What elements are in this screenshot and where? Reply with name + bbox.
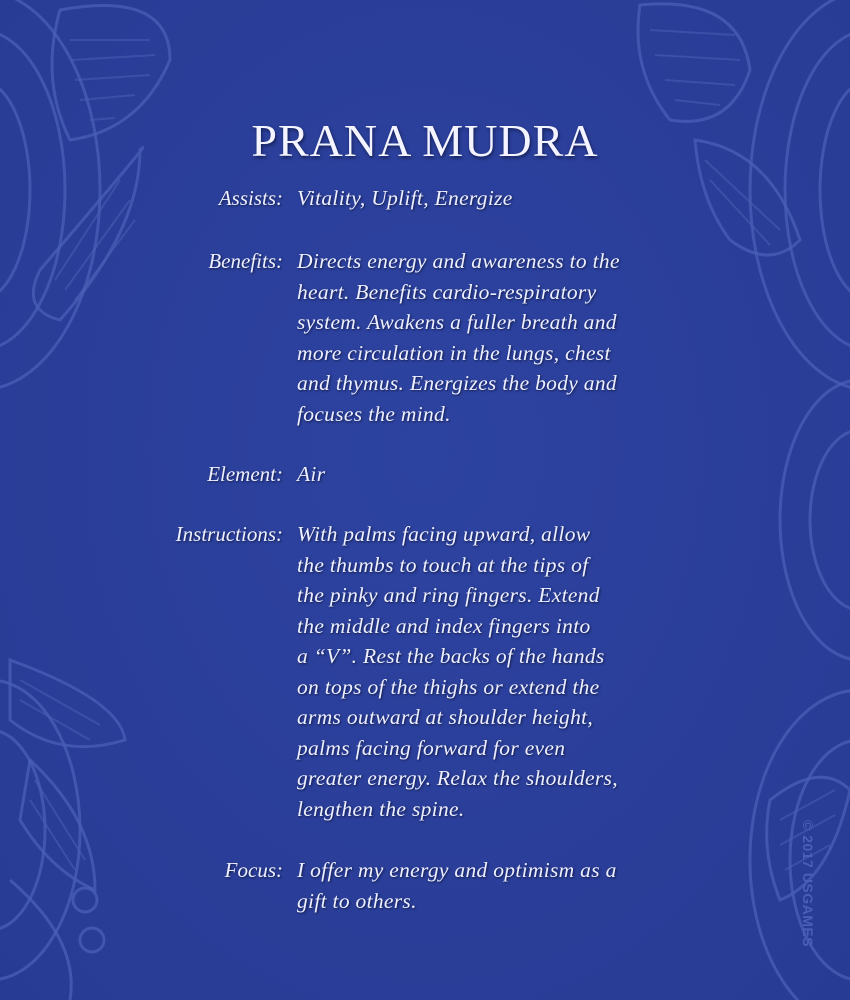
value-line: With palms facing upward, allow bbox=[297, 522, 591, 546]
value-line: lengthen the spine. bbox=[297, 796, 465, 821]
value-line: more circulation in the lungs, chest bbox=[297, 340, 611, 365]
field-label: Assists: bbox=[218, 186, 283, 210]
field-value bbox=[297, 183, 767, 214]
value-line: I offer my energy and optimism as a bbox=[297, 858, 617, 882]
value-line: on tops of the thighs or extend the bbox=[297, 674, 600, 699]
field-label: Focus: bbox=[224, 858, 283, 882]
card-title: PRANA MUDRA bbox=[251, 115, 599, 166]
value-line: palms facing forward for even bbox=[297, 735, 566, 760]
field-label: Element: bbox=[207, 462, 283, 486]
value-line: the thumbs to touch at the tips of bbox=[297, 552, 589, 577]
value-line: the pinky and ring fingers. Extend bbox=[297, 583, 600, 607]
value-line: a “V”. Rest the backs of the hands bbox=[297, 644, 605, 668]
value-line: Air bbox=[297, 462, 326, 486]
value-line: Directs energy and awareness to the bbox=[297, 249, 620, 273]
value-line: the middle and index fingers into bbox=[297, 613, 591, 638]
copyright-notice: © 2017 USGAMES bbox=[800, 820, 816, 948]
field-value bbox=[297, 246, 767, 429]
field-label: Benefits: bbox=[208, 249, 283, 273]
field-label: Instructions: bbox=[175, 522, 283, 546]
field-value bbox=[297, 855, 767, 916]
value-line: heart. Benefits cardio-respiratory bbox=[297, 279, 597, 304]
value-line: gift to others. bbox=[297, 888, 417, 913]
field-value bbox=[297, 519, 767, 824]
value-line: arms outward at shoulder height, bbox=[297, 705, 594, 729]
value-line: system. Awakens a fuller breath and bbox=[297, 310, 617, 334]
value-line: and thymus. Energizes the body and bbox=[297, 371, 617, 395]
value-line: Vitality, Uplift, Energize bbox=[297, 186, 513, 210]
value-line: focuses the mind. bbox=[297, 401, 451, 426]
field-value bbox=[297, 459, 767, 490]
value-line: greater energy. Relax the shoulders, bbox=[297, 766, 618, 790]
